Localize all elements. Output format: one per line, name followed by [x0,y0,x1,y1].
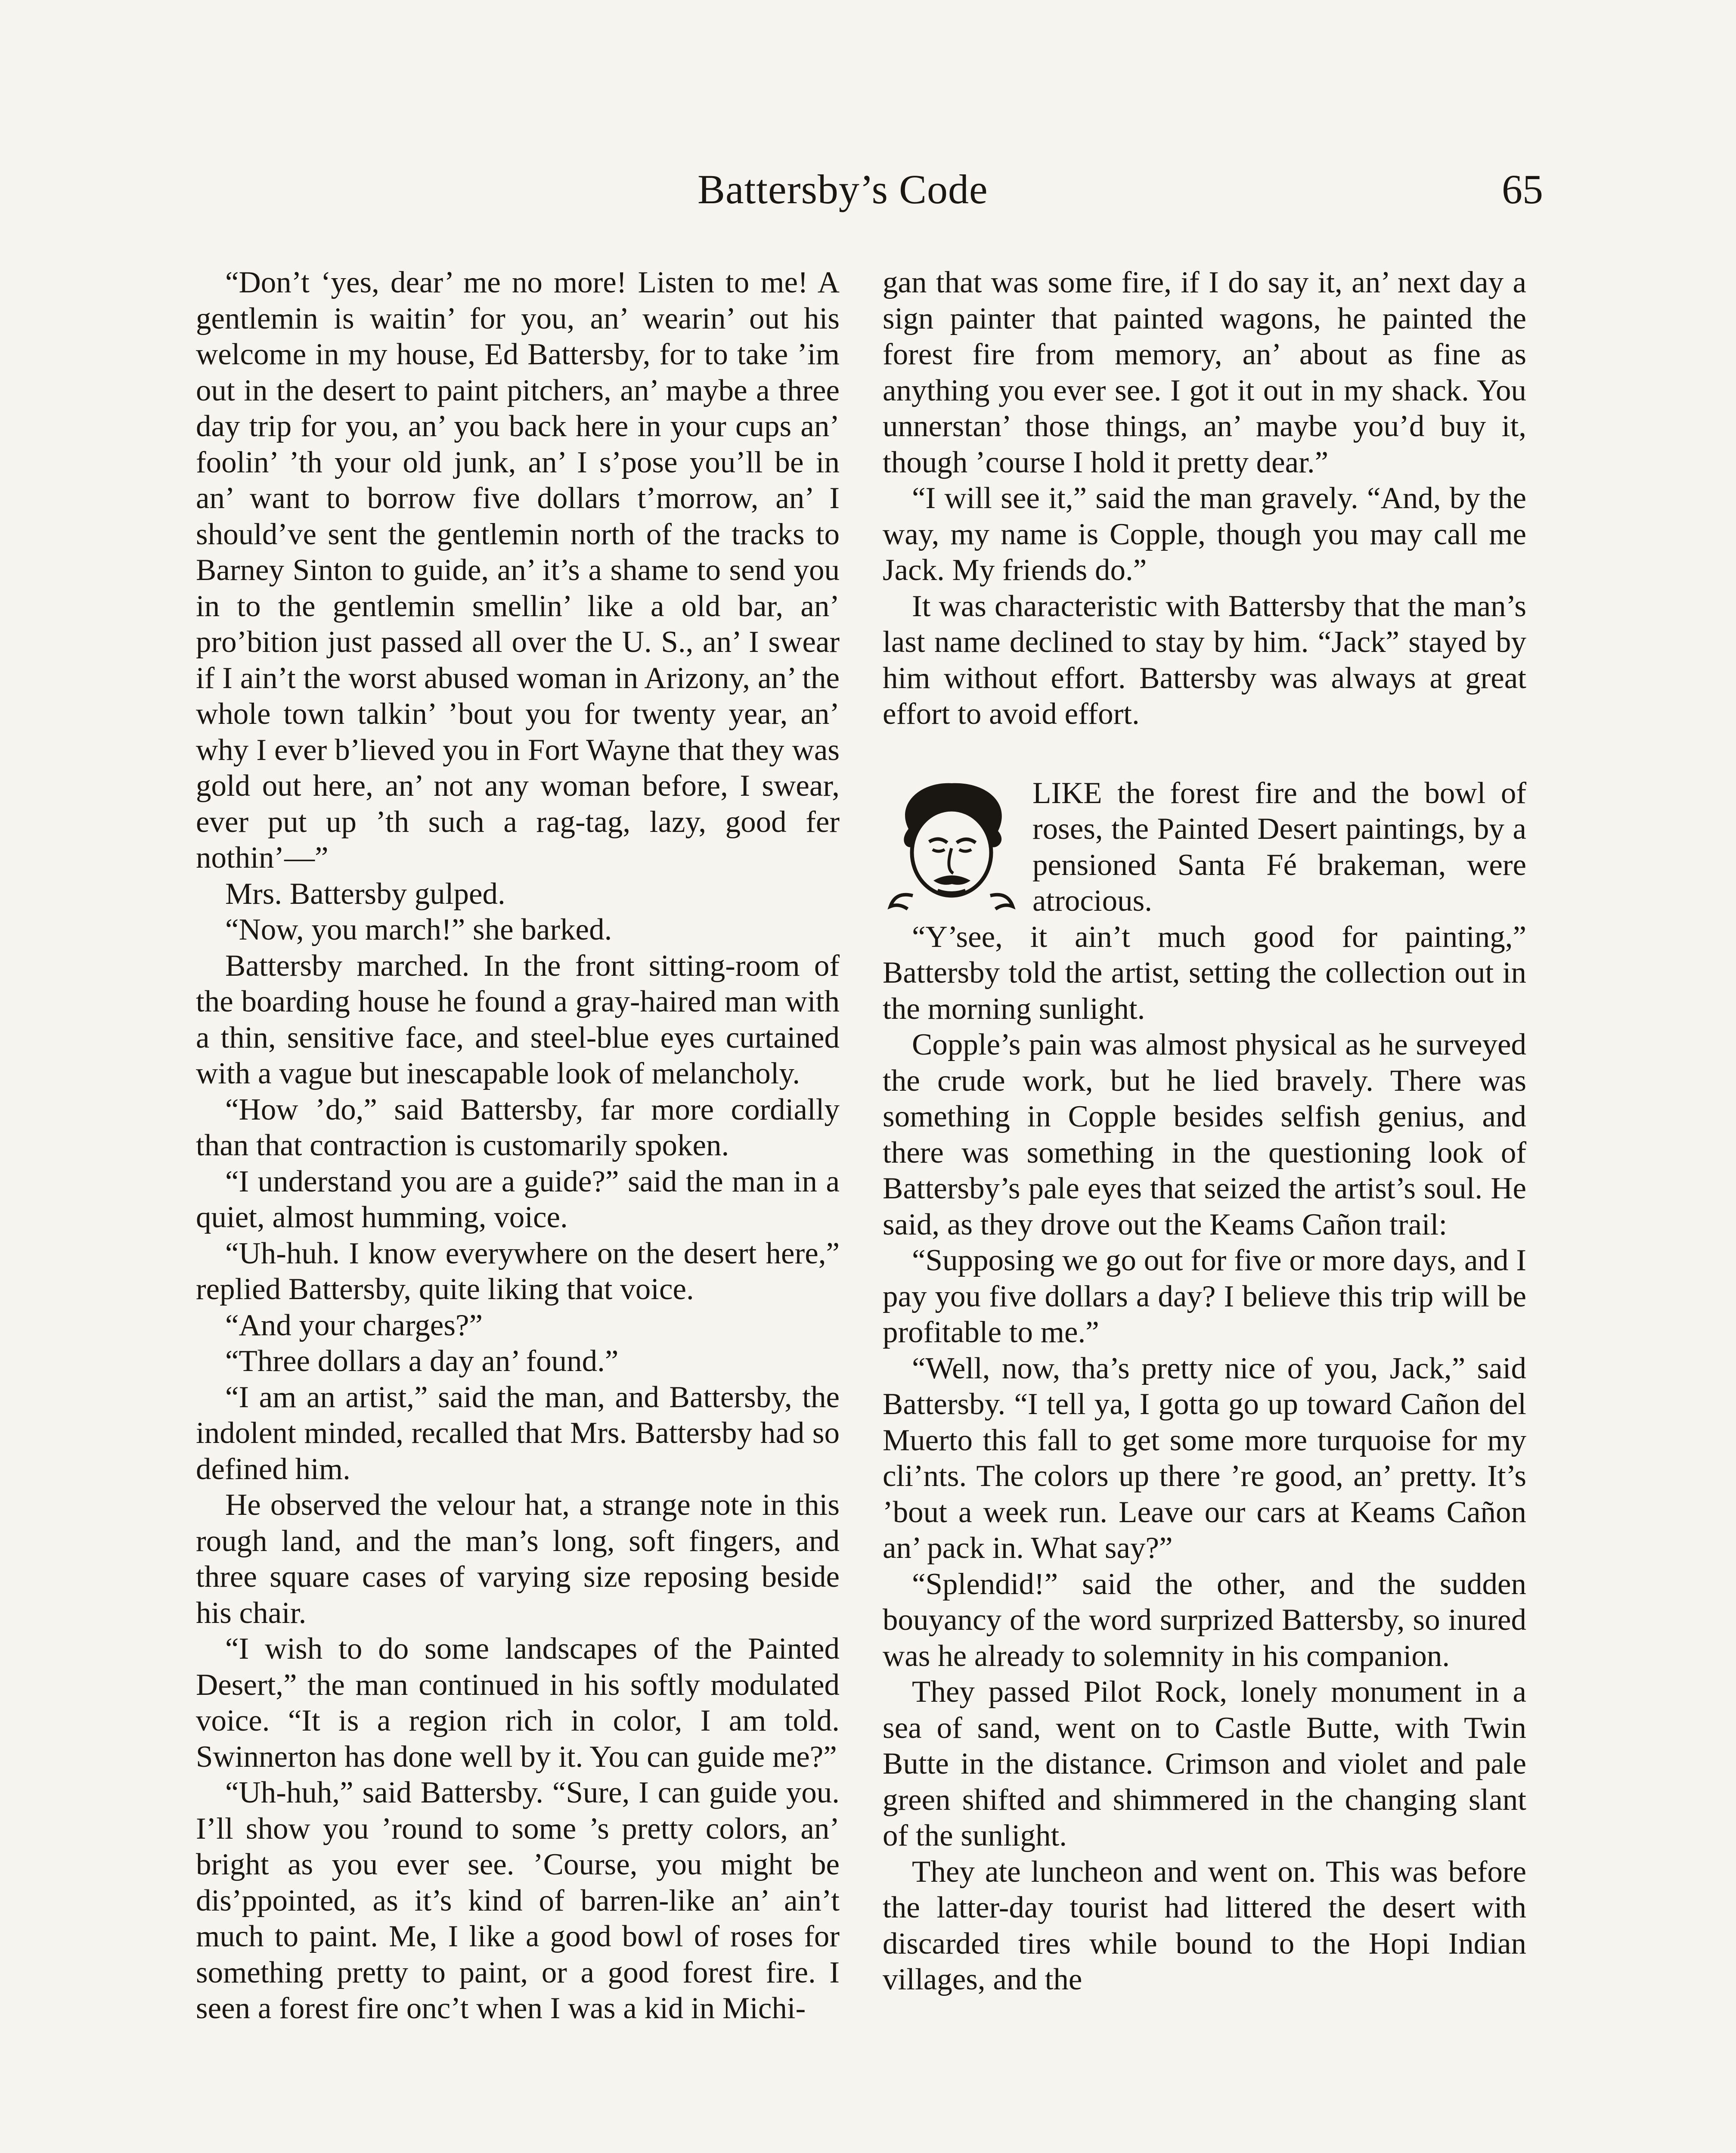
right-column [883,265,1526,1998]
paragraph: “Uh-huh,” said Battersby. “Sure, I can guide you. I’ll show you ’round to some ’s pretty colors, an’ bright as you ever see. ’Course, you might be dis’ppointed, as it’s kind of barren-like an’ ain’t much to paint. Me, I like a good bowl of roses for something pretty to paint, or a good forest fire. I seen a forest fire onc’t when I was a kid in Michi- [196,1776,840,2025]
paragraph: “Now, you march!” she barked. [225,913,612,946]
paragraph: They passed Pilot Rock, lonely monument in a sea of sand, went on to Castle Butte, with Twin Butte in the distance. Crimson and violet and pale green shifted and shimmered in the changing slant of the sunlight. [883,1675,1526,1852]
paragraph: gan that was some fire, if I do say it, an’ next day a sign painter that painted wagons, he painted the forest fire from memory, an’ about as fine as anything you ever see. I got it out in my shack. You unnerstan’ those things, an’ maybe you’d buy it, though ’course I hold it pretty dear.” [883,266,1526,479]
paragraph: Battersby marched. In the front sitting-room of the boarding house he found a gray-haired man with a thin, sensitive face, and steel-blue eyes curtained with a vague but inescapable look of melancholy. [196,949,840,1090]
left-column [196,265,840,2027]
paragraph: “How ’do,” said Battersby, far more cordially than that contraction is customarily spoken. [196,1092,840,1162]
running-title: Battersby’s Code [698,166,988,212]
section-opening [883,776,1526,919]
paragraph: “I will see it,” said the man gravely. “And, by the way, my name is Copple, though you may call me Jack. My friends do.” [883,481,1526,587]
paragraph: “I wish to do some landscapes of the Painted Desert,” the man continued in his softly modulated voice. “It is a region rich in color, I am told. Swinnerton has done well by it. You can guide me?” [196,1632,840,1774]
paragraph: “Don’t ‘yes, dear’ me no more! Listen to me! A gentlemin is waitin’ for you, an’ wearin’ out his welcome in my house, Ed Battersby, for to take ’im out in the desert to paint pitchers, an’ maybe a three day trip for you, an’ you back here in your cups an’ foolin’ ’th your old junk, an’ I s’pose you’ll be in an’ want to borrow five dollars t’morrow, an’ I should’ve sent the gentlemin north of the tracks to Barney Sinton to guide, an’ it’s a shame to send you in to the gentlemin smellin’ like a old bar, an’ pro’bition just passed all over the U. S., an’ I swear if I ain’t the worst abused woman in Arizony, an’ the whole town talkin’ ’bout you for twenty year, an’ why I ever b’lieved you in Fort Wayne that they was gold out here, an’ not any woman before, I swear, ever put up ’th such a rag-tag, lazy, good fer nothin’—” [196,266,840,875]
paragraph: “Uh-huh. I know everywhere on the desert here,” replied Battersby, quite liking that voice. [196,1236,840,1306]
paragraph: “Y’see, it ain’t much good for painting,” Battersby told the artist, setting the collection out in the morning sunlight. [883,920,1526,1026]
paragraph: It was characteristic with Battersby that the man’s last name declined to stay by him. “Jack” stayed by him without effort. Battersby was always at great effort to avoid effort. [883,589,1526,731]
running-header [0,161,1736,217]
paragraph: They ate luncheon and went on. This was before the latter-day tourist had littered the desert with discarded tires while bound to the Hopi Indian villages, and the [883,1855,1526,1996]
page-number: 65 [1502,166,1543,212]
paragraph: Copple’s pain was almost physical as he surveyed the crude work, but he lied bravely. There was something in Copple besides selfish genius, and there was something in the questioning look of Battersby’s pale eyes that seized the artist’s soul. He said, as they drove out the Keams Cañon trail: [883,1028,1526,1241]
paragraph: “And your charges?” [225,1308,483,1342]
paragraph: “Three dollars a day an’ found.” [225,1344,619,1378]
paragraph: “Splendid!” said the other, and the sudden bouyancy of the word surprized Battersby, so inured was he already to solemnity in his companion. [883,1567,1526,1673]
paragraph: He observed the velour hat, a strange note in this rough land, and the man’s long, soft fingers, and three square cases of varying size reposing beside his chair. [196,1488,840,1630]
caricature-head-icon [883,777,1020,919]
paragraph: “Supposing we go out for five or more days, and I pay you five dollars a day? I believe this trip will be profitable to me.” [883,1244,1526,1349]
section-break [883,732,1526,776]
paragraph: “Well, now, tha’s pretty nice of you, Jack,” said Battersby. “I tell ya, I gotta go up toward Cañon del Muerto this fall to get some more turquoise for my cli’nts. The colors up there ’re good, an’ pretty. It’s ’bout a week run. Leave our cars at Keams Cañon an’ pack in. What say?” [883,1351,1526,1565]
paragraph: “I am an artist,” said the man, and Battersby, the indolent minded, recalled that Mrs. Battersby had so defined him. [196,1380,840,1486]
paragraph: “I understand you are a guide?” said the man in a quiet, almost humming, voice. [196,1164,840,1234]
paragraph: Mrs. Battersby gulped. [225,877,505,911]
paragraph: LIKE the forest fire and the bowl of roses, the Painted Desert paintings, by a pensioned Santa Fé brakeman, were atrocious. [1032,776,1526,918]
